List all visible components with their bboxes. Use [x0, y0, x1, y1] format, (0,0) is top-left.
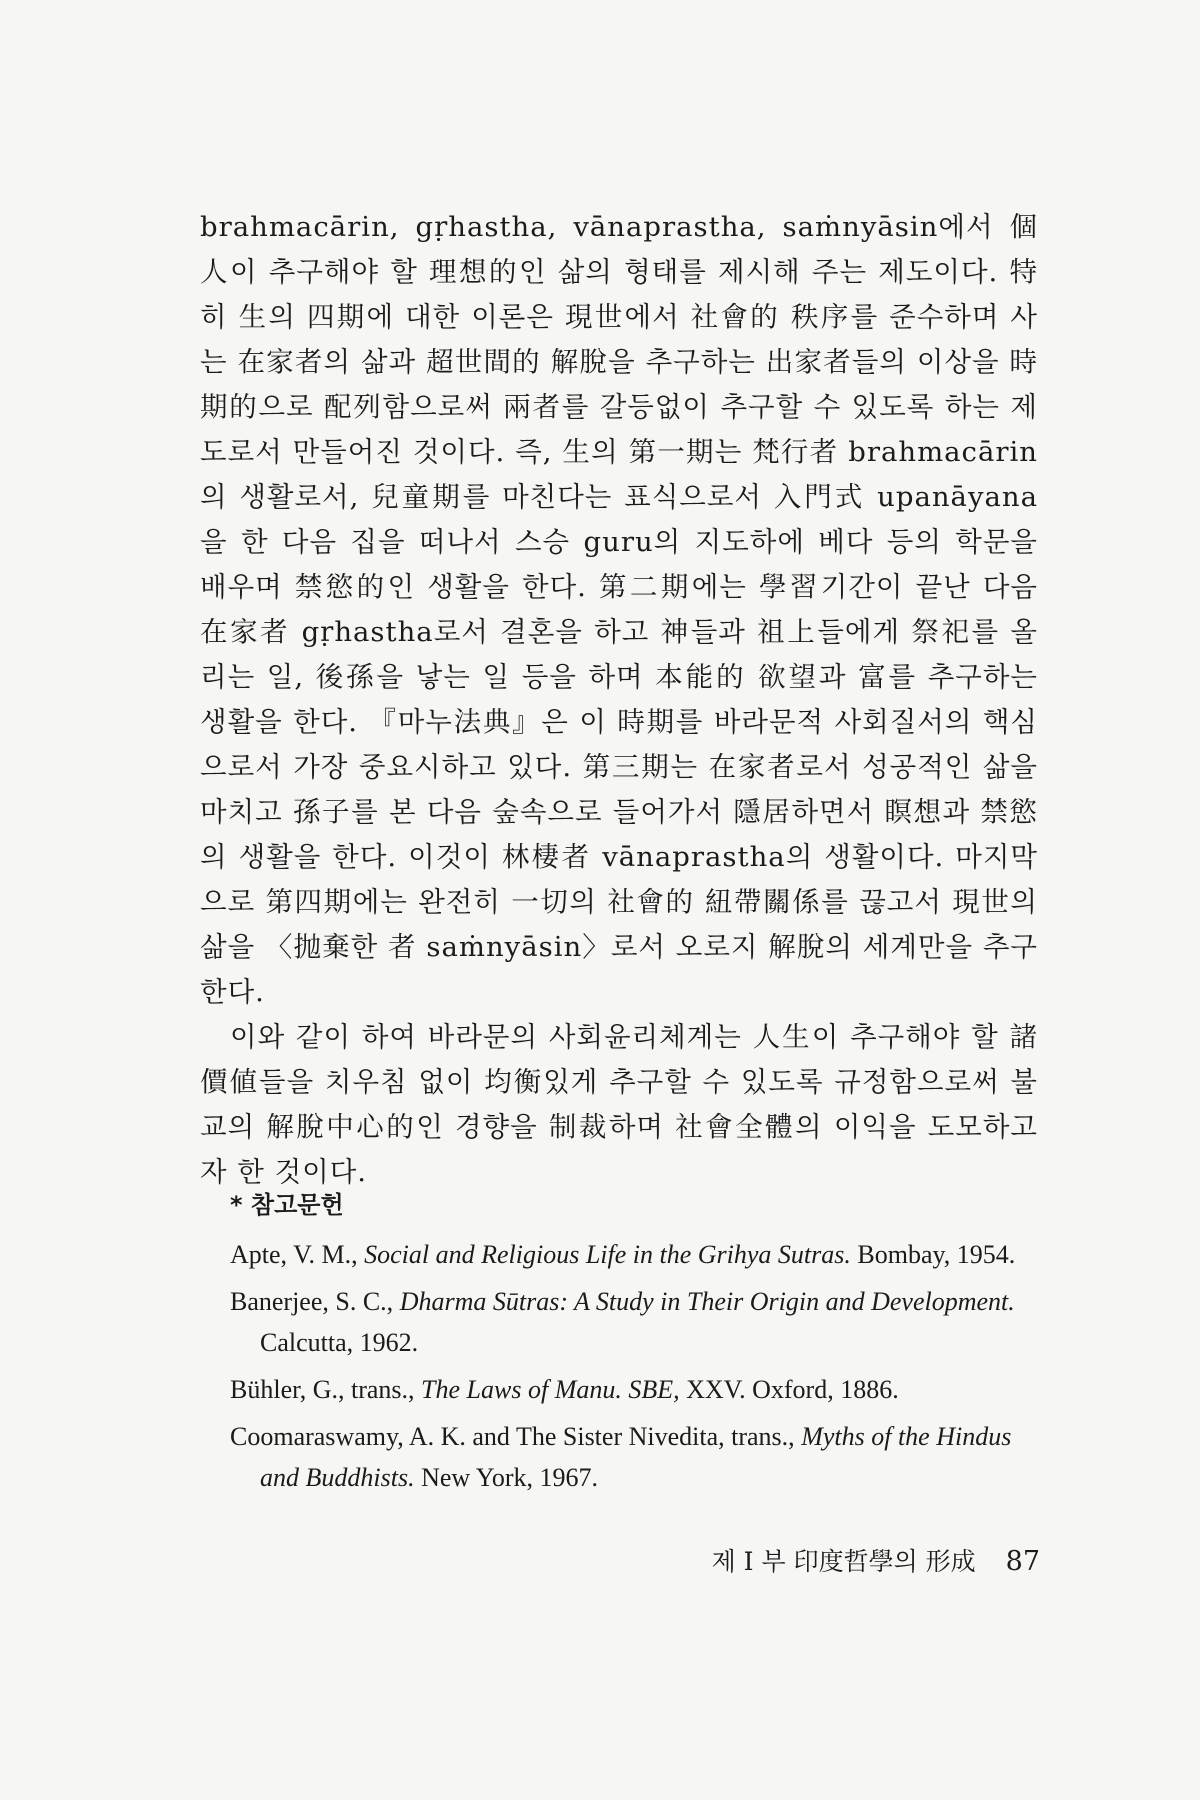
- reference-publication: Bombay, 1954.: [857, 1240, 1016, 1269]
- reference-publication: New York, 1967.: [421, 1463, 599, 1492]
- reference-publication: Calcutta, 1962.: [260, 1328, 419, 1357]
- reference-publication: XXV. Oxford, 1886.: [686, 1375, 899, 1404]
- reference-title: Myths of the Hindus and Buddhists.: [260, 1422, 1012, 1492]
- body-text: [200, 205, 1038, 1195]
- references-section: [230, 1185, 1040, 1504]
- reference-title: The Laws of Manu. SBE,: [421, 1375, 680, 1404]
- references-heading: * 참고문헌: [230, 1191, 344, 1219]
- reference-title: Social and Religious Life in the Grihya Sutras.: [364, 1240, 851, 1269]
- reference-title: Dharma Sūtras: A Study in Their Origin and Development.: [399, 1287, 1015, 1316]
- reference-entry: [230, 1369, 1040, 1410]
- body-paragraph: 이와 같이 하여 바라문의 사회윤리체계는 人生이 추구해야 할 諸價値들을 치우침 없이 均衡있게 추구할 수 있도록 규정함으로써 불교의 解脫中心的인 경향을 制裁하며 社會全體의 이익을 도모하고자 한 것이다.: [200, 1021, 1038, 1188]
- reference-entry: [230, 1234, 1040, 1275]
- reference-author: Coomaraswamy, A. K. and The Sister Nivedita, trans.,: [230, 1422, 795, 1451]
- reference-author: Apte, V. M.,: [230, 1240, 358, 1269]
- reference-entry: [230, 1416, 1040, 1498]
- running-footer: [660, 1542, 1040, 1578]
- footer-section-title: 제 I 부 印度哲學의 形成: [711, 1547, 976, 1576]
- reference-entry: [230, 1281, 1040, 1363]
- reference-author: Banerjee, S. C.,: [230, 1287, 394, 1316]
- page-number: 87: [1005, 1546, 1040, 1577]
- reference-author: Bühler, G., trans.,: [230, 1375, 415, 1404]
- body-paragraph: brahmacārin, gṛhastha, vānaprastha, saṁnyāsin에서 個人이 추구해야 할 理想的인 삶의 형태를 제시해 주는 제도이다. 特히 生의 四期에 대한 이론은 現世에서 社會的 秩序를 준수하며 사는 在家者의 삶과 超世間的 解脫을 추구하는 出家者들의 이상을 時期的으로 配列함으로써 兩者를 갈등없이 추구할 수 있도록 하는 제도로서 만들어진 것이다. 즉, 生의 第一期는 梵行者 brahmacārin의 생활로서, 兒童期를 마친다는 표식으로서 入門式 upanāyana을 한 다음 집을 떠나서 스승 guru의 지도하에 베다 등의 학문을 배우며 禁慾的인 생활을 한다. 第二期에는 學習기간이 끝난 다음 在家者 gṛhastha로서 결혼을 하고 神들과 祖上들에게 祭祀를 올리는 일, 後孫을 낳는 일 등을 하며 本能的 欲望과 富를 추구하는 생활을 한다. 『마누法典』은 이 時期를 바라문적 사회질서의 핵심으로서 가장 중요시하고 있다. 第三期는 在家者로서 성공적인 삶을 마치고 孫子를 본 다음 숲속으로 들어가서 隱居하면서 瞑想과 禁慾의 생활을 한다. 이것이 林棲者 vānaprastha의 생활이다. 마지막으로 第四期에는 완전히 一切의 社會的 紐帶關係를 끊고서 現世의 삶을 〈抛棄한 者 saṁnyāsin〉로서 오로지 解脫의 세계만을 추구한다.: [200, 211, 1038, 1008]
